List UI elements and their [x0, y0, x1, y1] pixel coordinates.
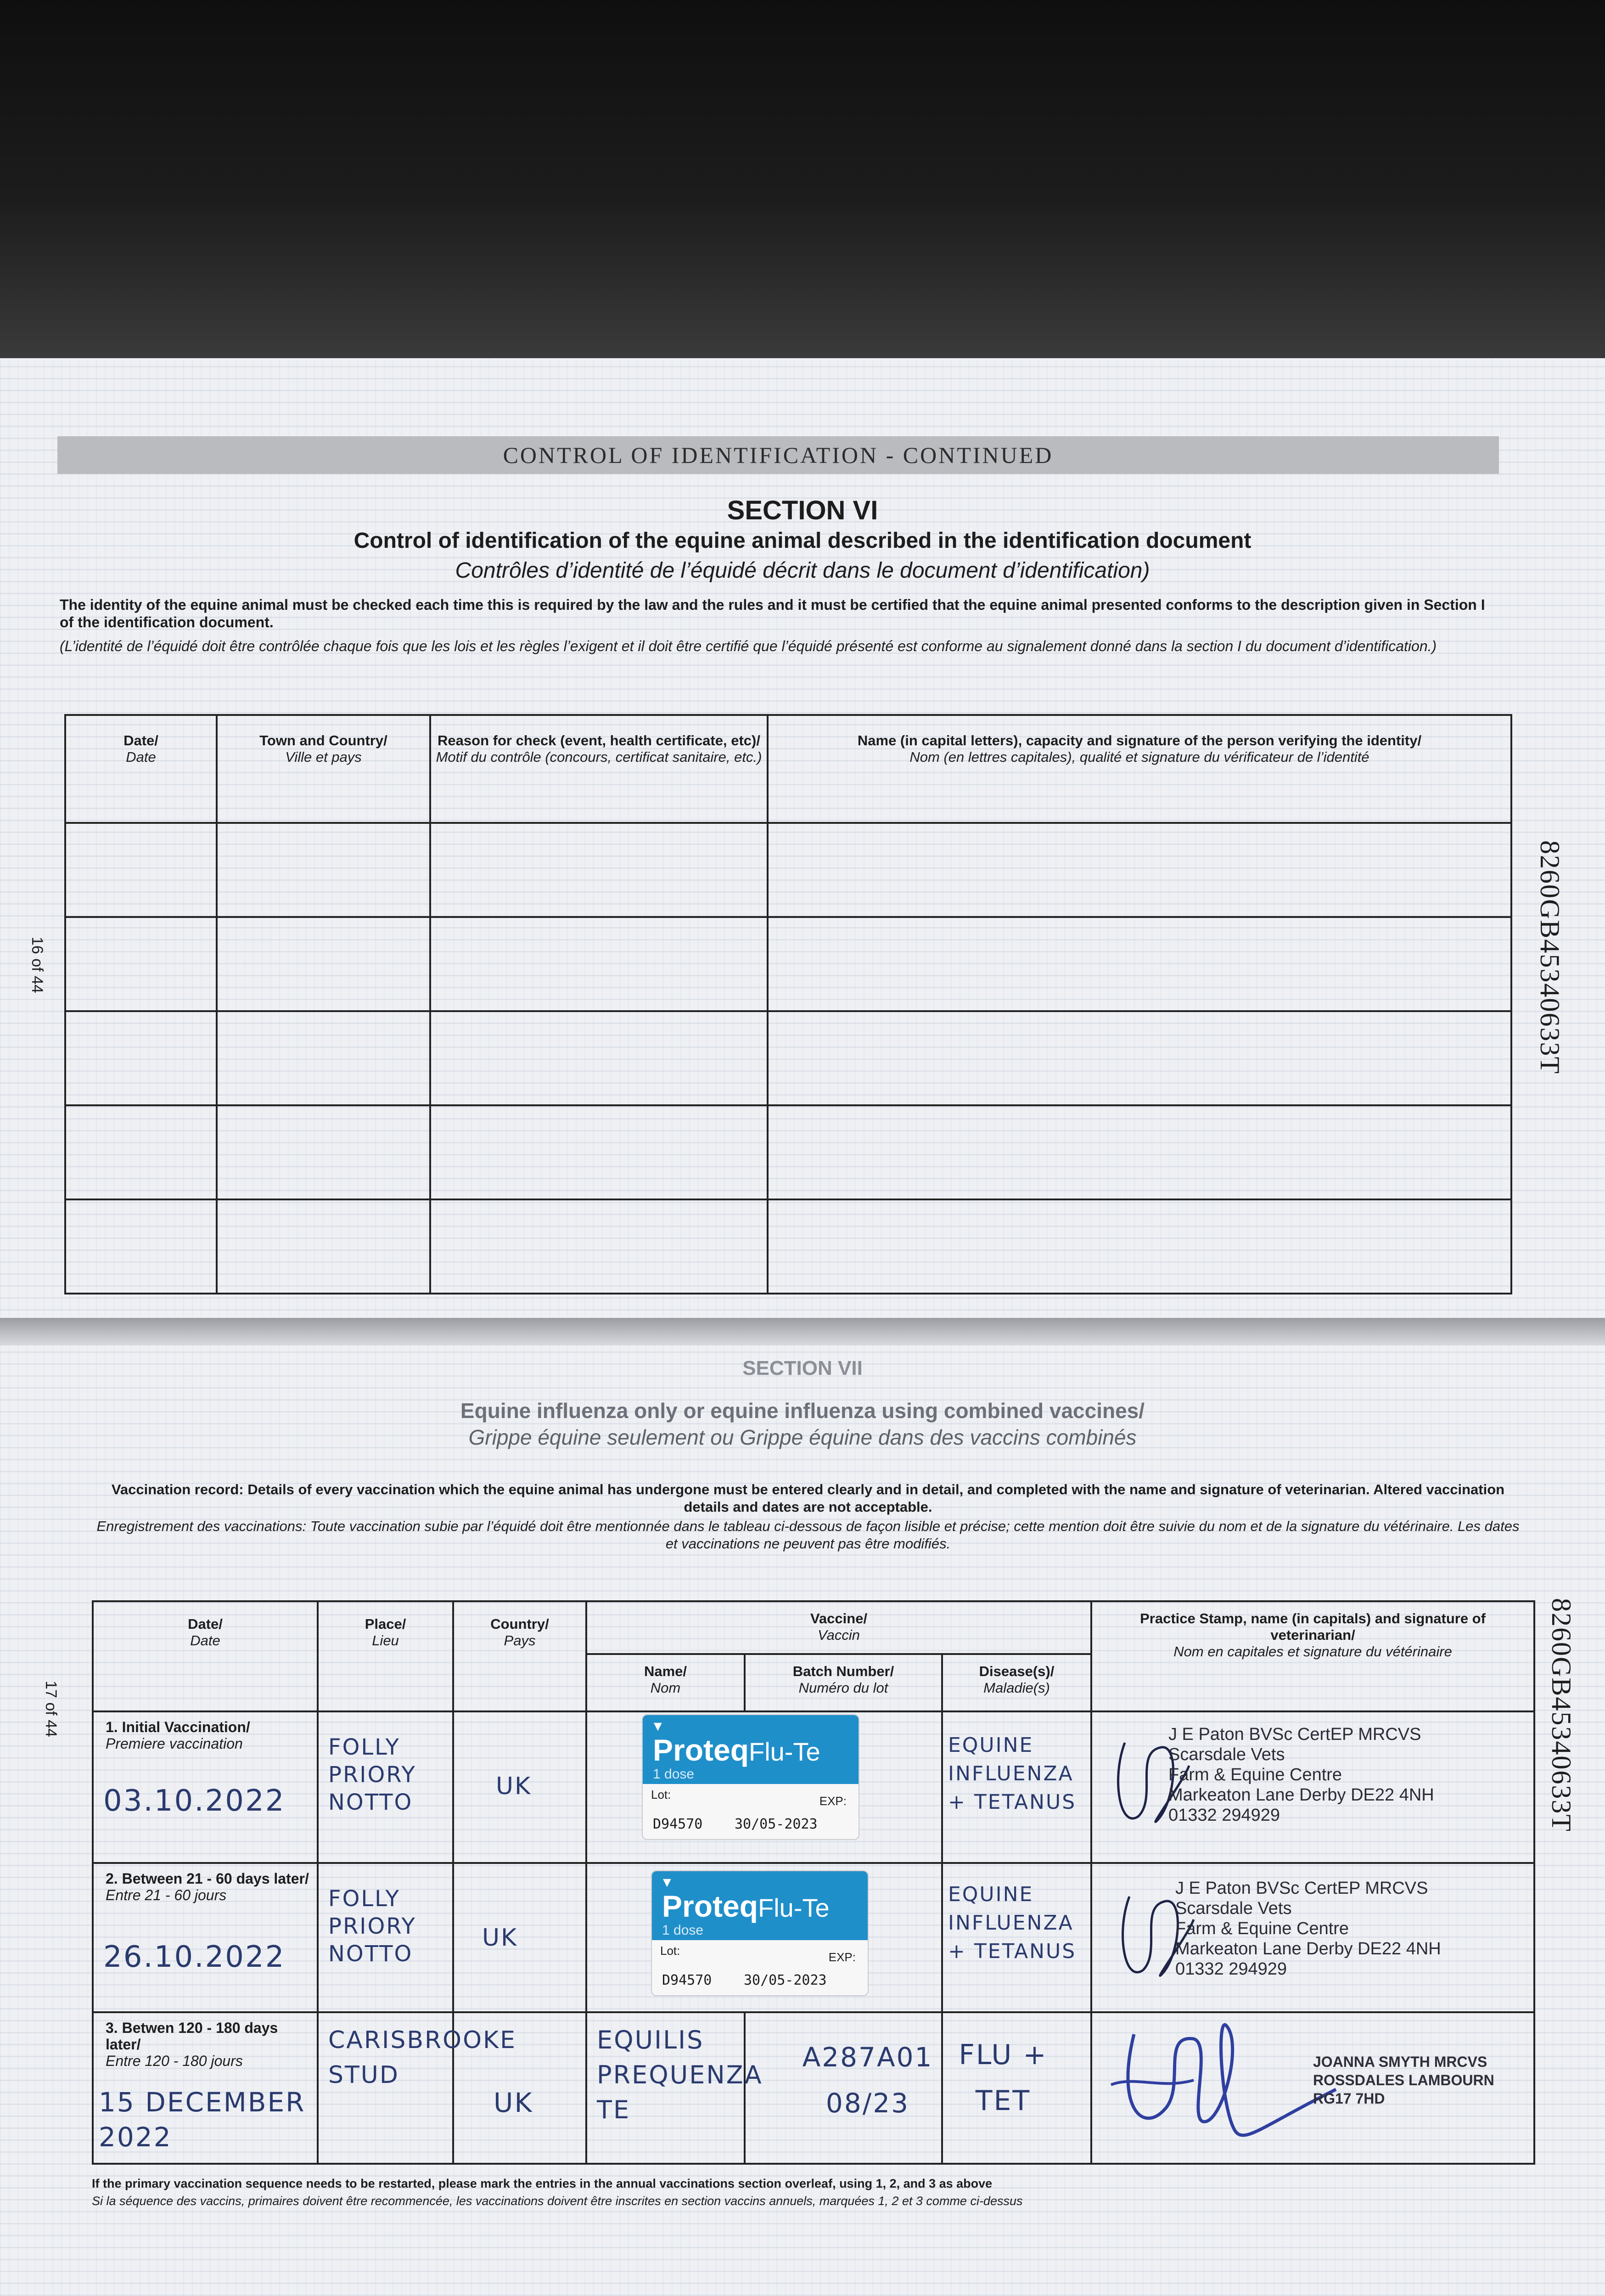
cell[interactable] [768, 1011, 1511, 1105]
table-row [65, 823, 1511, 917]
col-batch-number: Batch Number/ Numéro du lot [745, 1654, 942, 1711]
passport-number-bottom: 8260GB45340633T [1546, 1598, 1577, 1832]
row3-date: 15 DECEMBER 2022 [99, 2087, 306, 2153]
cell[interactable] [430, 917, 768, 1011]
row1-country: UK [496, 1773, 532, 1800]
row3-vaccine-name: EQUILIS PREQUENZA TE [597, 2026, 763, 2124]
dark-background [0, 0, 1605, 358]
cell[interactable] [430, 1199, 768, 1294]
cell[interactable] [768, 823, 1511, 917]
table-row [65, 1199, 1511, 1294]
cell[interactable] [768, 917, 1511, 1011]
cell[interactable] [65, 823, 217, 917]
row2-country: UK [482, 1924, 518, 1952]
page-number-16: 16 of 44 [28, 937, 46, 993]
row3-disease: FLU + TET [959, 2039, 1048, 2117]
cell[interactable] [768, 1199, 1511, 1294]
row-label: 3. Betwen 120 - 180 days later/ Entre 120 - 180 jours [93, 2012, 318, 2164]
vaccination-record-en: Vaccination record: Details of every vaccination which the equine animal has undergone must be entered clearly and in detail, and completed with the name and signature of veterinarian. Altered vaccination details and dates are not acceptable. [111, 1481, 1505, 1515]
book-gutter [0, 1318, 1605, 1345]
identity-check-table [64, 714, 1512, 1294]
page-number-17: 17 of 44 [42, 1681, 60, 1737]
col-vaccine: Vaccine/ Vaccin [586, 1601, 1091, 1654]
passport-number-top: 8260GB45340633T [1535, 840, 1565, 1075]
footnote-en: If the primary vaccination sequence needs to be restarted, please mark the entries in the annual vaccinations section overleaf, using 1, 2, and 3 as above [92, 2177, 993, 2190]
row2-disease: EQUINE INFLUENZA + TETANUS [948, 1883, 1077, 1963]
row-label: 2. Between 21 - 60 days later/ Entre 21 - 60 jours [93, 1863, 318, 2012]
country-cell[interactable] [453, 1863, 586, 2012]
cell[interactable] [65, 1105, 217, 1199]
cell[interactable] [430, 1105, 768, 1199]
col-practice-stamp: Practice Stamp, name (in capitals) and signature of veterinarian/ Nom en capitales et signature du vétérinaire [1091, 1601, 1534, 1711]
row3-place: CARISBROOKE STUD [328, 2026, 516, 2089]
cell[interactable] [65, 1199, 217, 1294]
col-verifier: Name (in capital letters), capacity and signature of the person verifying the identity/ Nom (en lettres capitales), qualité et signature du vérificateur de l’identité [768, 715, 1511, 823]
row-label: 1. Initial Vaccination/ Premiere vaccination [93, 1711, 318, 1863]
table-row [65, 1011, 1511, 1105]
row2-date: 26.10.2022 [103, 1940, 286, 1974]
col-date: Date/ Date [65, 715, 217, 823]
col-date: Date/ Date [93, 1601, 318, 1711]
col-country: Country/ Pays [453, 1601, 586, 1711]
proteq-sticker-1: ▼ ProteqFlu-Te 1 dose Lot: EXP: D94570 30/05-2023 [643, 1715, 859, 1839]
cell[interactable] [217, 1105, 430, 1199]
cell[interactable] [65, 1011, 217, 1105]
section-vii-title: SECTION VII [742, 1357, 863, 1379]
row2-place: FOLLY PRIORY NOTTO [328, 1886, 416, 1967]
table-row [65, 1105, 1511, 1199]
signature-smyth [1106, 2016, 1345, 2154]
col-diseases: Disease(s)/ Maladie(s) [942, 1654, 1091, 1711]
drop-icon: ▼ [660, 1875, 674, 1890]
section-vi-title: SECTION VI [727, 495, 878, 525]
section-vi-intro-en: The identity of the equine animal must be checked each time this is required by the law and the rules and it must be certified that the equine animal presented conforms to the description given in Section I of the identification document. [60, 597, 1485, 630]
cell[interactable] [430, 1011, 768, 1105]
col-town-country: Town and Country/ Ville et pays [217, 715, 430, 823]
cell[interactable] [217, 917, 430, 1011]
drop-icon: ▼ [651, 1719, 665, 1734]
stamp-paton-1: J E Paton BVSc CertEP MRCVS Scarsdale Vets Farm & Equine Centre Markeaton Lane Derby DE22 4NH 01332 294929 [1168, 1725, 1434, 1825]
cell[interactable] [217, 1011, 430, 1105]
col-vaccine-name: Name/ Nom [586, 1654, 745, 1711]
row1-date: 03.10.2022 [103, 1784, 286, 1818]
row1-place: FOLLY PRIORY NOTTO [328, 1734, 416, 1815]
section-vii-heading-en: Equine influenza only or equine influenza using combined vaccines/ [460, 1399, 1145, 1423]
proteq-sticker-2: ▼ ProteqFlu-Te 1 dose Lot: EXP: D94570 30/05-2023 [652, 1871, 868, 1995]
continued-banner: CONTROL OF IDENTIFICATION - CONTINUED [57, 436, 1499, 474]
row1-disease: EQUINE INFLUENZA + TETANUS [948, 1733, 1077, 1814]
row3-country: UK [494, 2087, 533, 2118]
col-place: Place/ Lieu [318, 1601, 453, 1711]
cell[interactable] [65, 917, 217, 1011]
stamp-paton-2: J E Paton BVSc CertEP MRCVS Scarsdale Vets Farm & Equine Centre Markeaton Lane Derby DE22 4NH 01332 294929 [1175, 1879, 1441, 1979]
cell[interactable] [768, 1105, 1511, 1199]
cell[interactable] [217, 1199, 430, 1294]
row3-batch: A287A01 08/23 [802, 2042, 933, 2119]
stamp-smyth: JOANNA SMYTH MRCVS ROSSDALES LAMBOURN RG17 7HD [1313, 2054, 1494, 2107]
section-vi-heading-fr: Contrôles d’identité de l’équidé décrit dans le document d’identification) [455, 558, 1150, 583]
table-row [65, 917, 1511, 1011]
section-vii-heading-fr: Grippe équine seulement ou Grippe équine dans des vaccins combinés [468, 1425, 1137, 1449]
vaccination-record-fr: Enregistrement des vaccinations: Toute vaccination subie par l’équidé doit être mentionnée dans le tableau ci-dessous de façon lisible et précise; cette mention doit être suivie du nom et de la signature du vétérinaire. Les dates et vaccinations ne peuvent pas être modifiés. [96, 1518, 1520, 1552]
section-vi-heading-en: Control of identification of the equine animal described in the identification document [354, 529, 1251, 553]
section-vi-intro-fr: (L’identité de l’équidé doit être contrôlée chaque fois que les lois et les règles l’exigent et il doit être certifié que l’équidé présenté est conforme au signalement donné dans la section I du document d’identification.) [60, 638, 1437, 654]
col-reason: Reason for check (event, health certificate, etc)/ Motif du contrôle (concours, certificat sanitaire, etc.) [430, 715, 768, 823]
footnote-fr: Si la séquence des vaccins, primaires doivent être recommencée, les vaccinations doivent être inscrites en section vaccins annuels, marquées 1, 2 et 3 comme ci-dessus [92, 2194, 1023, 2208]
cell[interactable] [430, 823, 768, 917]
cell[interactable] [217, 823, 430, 917]
